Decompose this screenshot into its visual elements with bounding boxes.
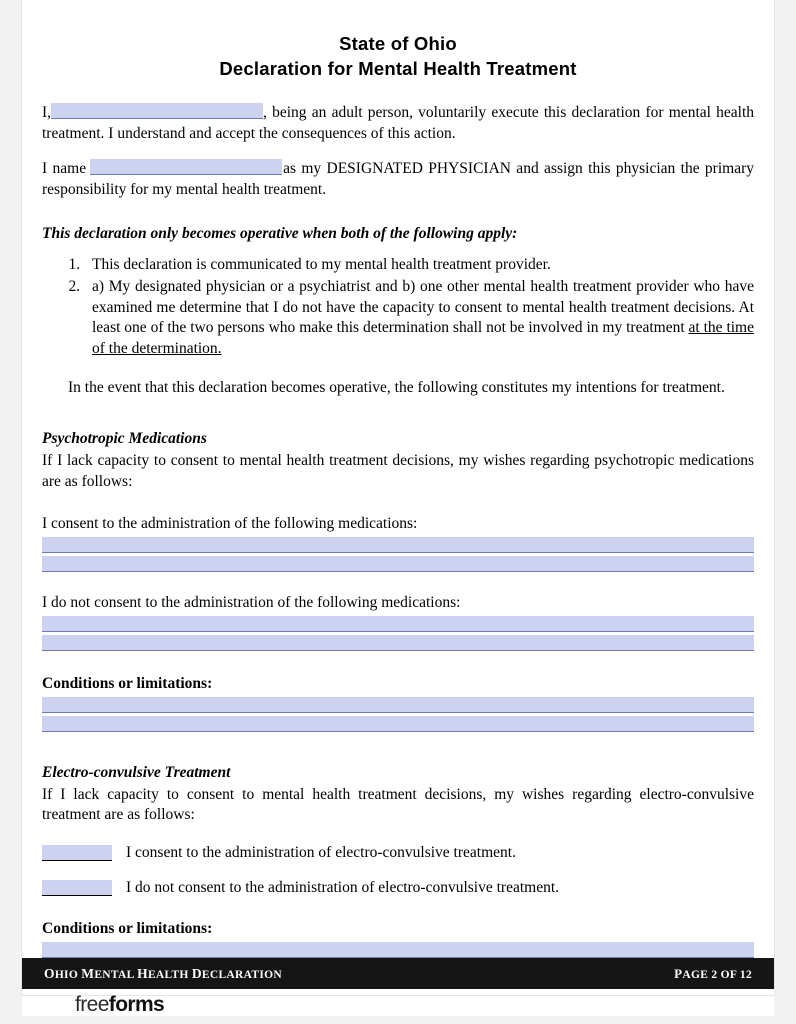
- footer-eclaration: ECLARATION: [201, 968, 282, 981]
- title-line-2: Declaration for Mental Health Treatment: [219, 57, 577, 79]
- physician-lead: I name: [42, 160, 87, 178]
- ect-heading: Electro-convulsive Treatment: [42, 763, 231, 781]
- page-margin-left: [0, 0, 22, 1024]
- psychotropic-conditions-line-2[interactable]: [42, 716, 754, 732]
- psychotropic-consent-line-2[interactable]: [42, 556, 754, 572]
- ect-no-consent-text: I do not consent to the administration of electro-convulsive treatment.: [126, 878, 560, 896]
- footer-ental: ENTAL: [94, 968, 138, 981]
- ect-conditions-label: Conditions or limitations:: [42, 919, 213, 937]
- psychotropic-body: If I lack capacity to consent to mental health treatment decisions, my wishes regarding psychotropic medications are as follows:: [42, 452, 754, 490]
- brand-free: free: [75, 993, 109, 1016]
- ect-consent-row: [42, 844, 754, 861]
- psychotropic-no-consent-line-1[interactable]: [42, 616, 754, 632]
- event-paragraph: In the event that this declaration becomes operative, the following constitutes my intentions for treatment.: [68, 378, 725, 396]
- page-footer: [22, 958, 774, 989]
- psychotropic-no-consent-lines: [42, 616, 754, 651]
- condition-text-2-underlined: at the time of the determination.: [92, 319, 754, 358]
- intro-after: , being an adult person, voluntarily execute this declaration for mental health treatment. I understand and accept the consequences of this action.: [42, 104, 754, 142]
- ect-body: If I lack capacity to consent to mental health treatment decisions, my wishes regarding electro-convulsive treatment are as follows:: [42, 785, 754, 824]
- psychotropic-consent-lines: [42, 537, 754, 572]
- document-page: [22, 0, 774, 995]
- physician-after: as my DESIGNATED PHYSICIAN and assign this physician the primary responsibility for my mental health treatment.: [42, 160, 754, 199]
- page-margin-right: [774, 0, 796, 1024]
- psychotropic-conditions-label: Conditions or limitations:: [42, 674, 213, 692]
- brand-logo: [75, 993, 164, 1017]
- psychotropic-conditions-line-1[interactable]: [42, 697, 754, 713]
- psychotropic-no-consent-line-2[interactable]: [42, 635, 754, 651]
- declarant-name-field[interactable]: [51, 103, 263, 119]
- document-title: [42, 0, 754, 81]
- footer-h: H: [137, 965, 148, 981]
- condition-item-1: [84, 255, 754, 276]
- ect-consent-checkbox[interactable]: [42, 845, 112, 861]
- psychotropic-heading: Psychotropic Medications: [42, 430, 207, 448]
- condition-text-1: This declaration is communicated to my mental health treatment provider.: [92, 255, 551, 273]
- ect-no-consent-row: [42, 879, 754, 896]
- designated-physician-field[interactable]: [90, 159, 282, 175]
- title-line-1: State of Ohio: [339, 33, 457, 54]
- footer-p: P: [674, 965, 683, 981]
- footer-ealth: EALTH: [147, 968, 192, 981]
- intro-lead: I,: [42, 104, 52, 122]
- condition-item-2: [84, 277, 754, 359]
- ect-no-consent-checkbox[interactable]: [42, 880, 112, 896]
- ect-conditions-line-1[interactable]: [42, 942, 754, 958]
- psychotropic-no-consent-label: I do not consent to the administration of the following medications:: [42, 593, 461, 611]
- page-margin-bottom: [0, 1016, 796, 1024]
- footer-d: D: [191, 965, 202, 981]
- psychotropic-conditions-lines: [42, 697, 754, 732]
- footer-document-name: [44, 966, 282, 982]
- condition-text-2: a) My designated physician or a psychiatrist and b) one other mental health treatment provider who have examined me determine that I do not have the capacity to consent to mental health treatment decisions. At least one of the two persons who make this determination shall not be involved in my treatment: [92, 278, 754, 337]
- footer-m: M: [81, 965, 95, 981]
- footer-age-of: AGE 2 OF 12: [682, 968, 752, 981]
- brand-forms: forms: [108, 993, 165, 1016]
- psychotropic-consent-line-1[interactable]: [42, 537, 754, 553]
- footer-page-number: [674, 966, 752, 982]
- footer-o: O: [44, 965, 55, 981]
- operative-heading: This declaration only becomes operative when both of the following apply:: [42, 224, 518, 242]
- ect-consent-text: I consent to the administration of electro-convulsive treatment.: [126, 843, 516, 861]
- intro-paragraph: [42, 103, 754, 144]
- psychotropic-consent-label: I consent to the administration of the following medications:: [42, 514, 418, 532]
- operative-conditions-list: [42, 255, 754, 360]
- footer-hio: HIO: [54, 968, 82, 981]
- physician-paragraph: [42, 159, 754, 200]
